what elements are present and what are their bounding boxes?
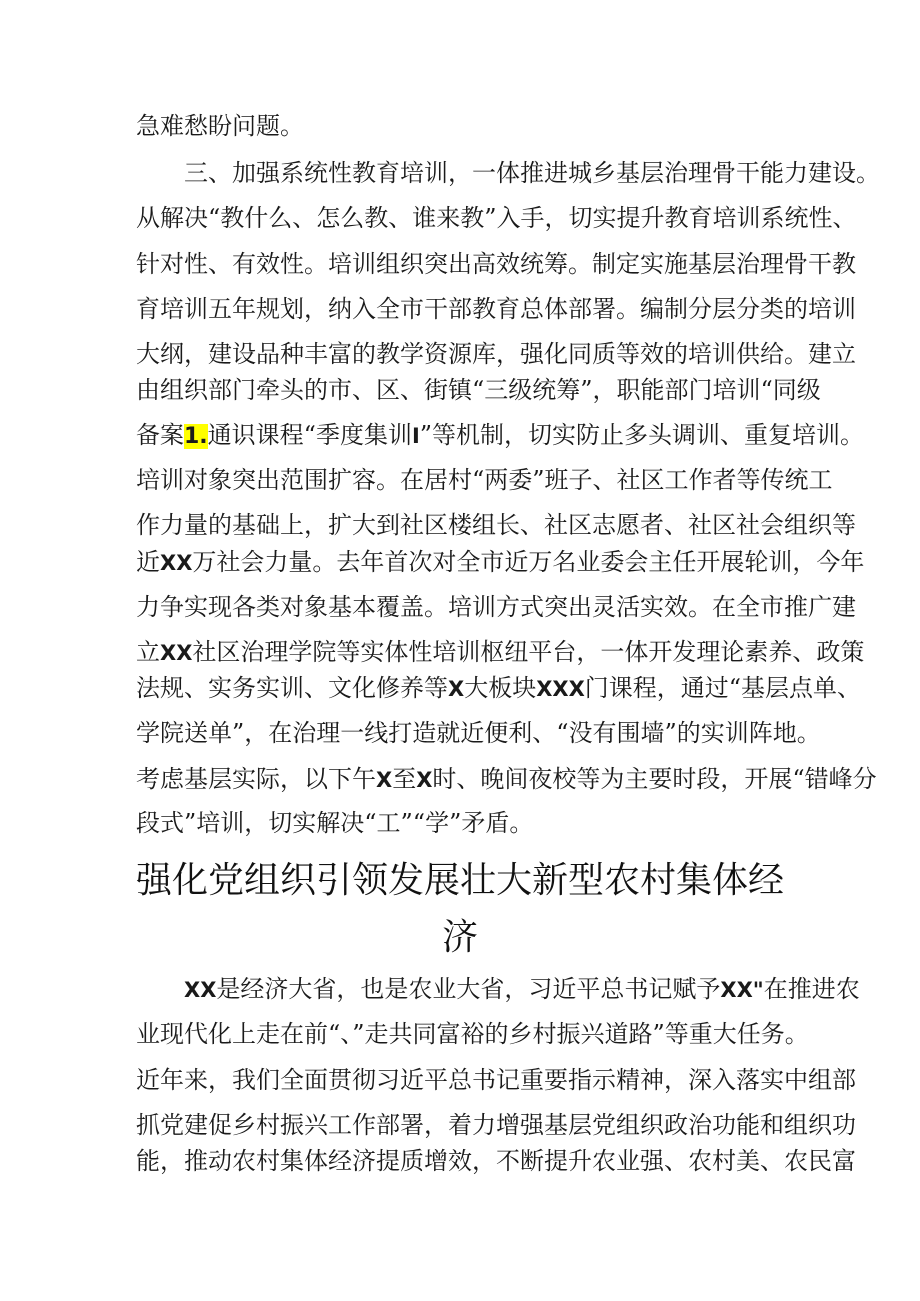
text-line: 学院送单”，在治理一线打造就近便利、“没有围墙”的实训阵地。 xyxy=(136,719,821,747)
text-segment: 法规、实务实训、文化修养等 xyxy=(136,674,448,702)
text-segment: 考虑基层实际，以下午 xyxy=(136,765,376,793)
text-line: 力争实现各类对象基本覆盖。培训方式突出灵活实效。在全市推广建 xyxy=(136,593,856,621)
text-segment-bold: XX xyxy=(160,551,193,575)
text-line xyxy=(136,759,877,799)
text-segment-bold: XX xyxy=(160,641,193,665)
text-line-highlighted xyxy=(136,415,865,455)
text-segment: 通识课程“季度集训 xyxy=(207,421,412,449)
text-line: 育培训五年规划，纳入全市干部教育总体部署。编制分层分类的培训 xyxy=(136,295,856,323)
text-line: 大纲，建设品种丰富的教学资源库，强化同质等效的培训供给。建立 xyxy=(136,340,856,368)
text-line: 近年来，我们全面贯彻习近平总书记重要指示精神，深入落实中组部 xyxy=(136,1066,856,1094)
text-segment: 是经济大省，也是农业大省，习近平总书记赋予 xyxy=(216,975,721,1003)
text-segment: 在推进农 xyxy=(763,975,860,1003)
text-line xyxy=(136,668,862,708)
text-line: 段式”培训，切实解决“工”“学”矛盾。 xyxy=(136,809,534,837)
text-line xyxy=(136,632,865,672)
text-segment-bold: XXX xyxy=(536,677,585,701)
text-line: 从解决“教什么、怎么教、谁来教”入手，切实提升教育培训系统性、 xyxy=(136,204,857,232)
text-segment: 万社会力量。去年首次对全市近万名业委会主任开展轮训，今年 xyxy=(192,548,865,576)
text-segment-bold: X xyxy=(448,677,465,701)
text-segment-bold: I xyxy=(411,424,420,448)
text-segment: 大板块 xyxy=(464,674,537,702)
text-line: 急难愁盼问题。 xyxy=(136,112,304,140)
text-segment: 近 xyxy=(136,548,160,576)
text-segment: ”等机制，切实防止多头调训、重复培训。 xyxy=(419,421,865,449)
article-title-line-2: 济 xyxy=(441,917,478,958)
text-line xyxy=(184,969,860,1009)
article-title-line-1: 强化党组织引领发展壮大新型农村集体经 xyxy=(135,860,784,901)
text-line: 抓党建促乡村振兴工作部署，着力增强基层党组织政治功能和组织功 xyxy=(136,1111,856,1139)
highlight-mark: 1. xyxy=(184,424,208,449)
text-line: 业现代化上走在前“、”走共同富裕的乡村振兴道路”等重大任务。 xyxy=(136,1020,809,1048)
text-segment: 门课程，通过“基层点单、 xyxy=(584,674,862,702)
text-segment-bold: X xyxy=(416,768,433,792)
text-line: 能，推动农村集体经济提质增效，不断提升农业强、农村美、农民富 xyxy=(136,1147,856,1175)
text-line: 针对性、有效性。培训组织突出高效统筹。制定实施基层治理骨干教 xyxy=(136,250,856,278)
text-line: 培训对象突出范围扩容。在居村“两委”班子、社区工作者等传统工 xyxy=(136,466,833,494)
text-segment-bold: XX xyxy=(184,978,217,1002)
text-segment: 至 xyxy=(392,765,417,793)
text-segment: 社区治理学院等实体性培训枢纽平台，一体开发理论素养、政策 xyxy=(192,638,865,666)
text-segment: 备案 xyxy=(136,421,184,449)
text-line: 由组织部门牵头的市、区、街镇“三级统筹”，职能部门培训“同级 xyxy=(136,376,821,404)
text-segment-bold: X xyxy=(376,768,393,792)
text-segment-bold: XX" xyxy=(720,978,764,1002)
section-heading-line: 三、加强系统性教育培训，一体推进城乡基层治理骨干能力建设。 xyxy=(184,159,880,187)
text-segment: 时、晚间夜校等为主要时段，开展“错峰分 xyxy=(432,765,877,793)
text-line xyxy=(136,542,865,582)
text-segment: 立 xyxy=(136,638,160,666)
text-line: 作力量的基础上，扩大到社区楼组长、社区志愿者、社区社会组织等 xyxy=(136,511,856,539)
